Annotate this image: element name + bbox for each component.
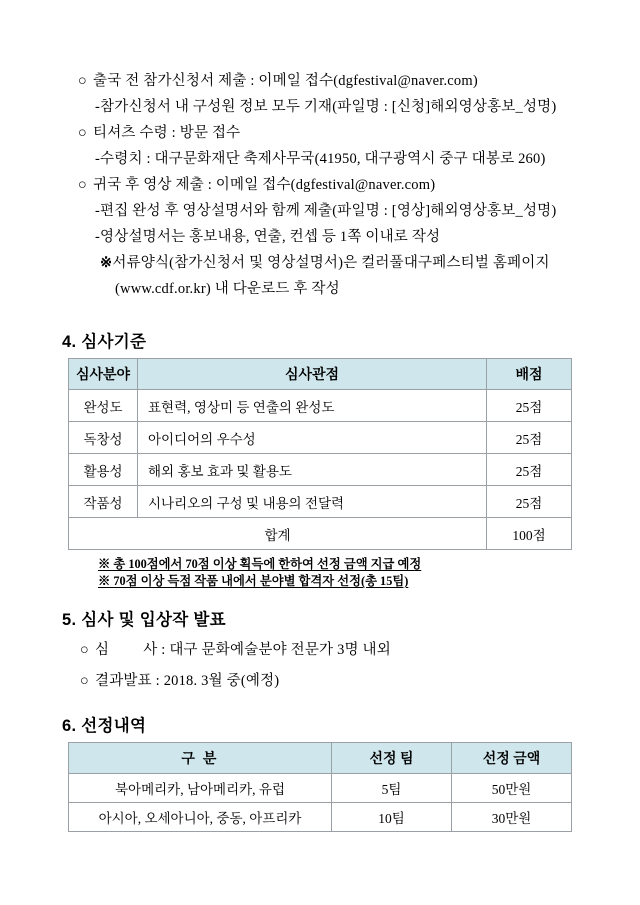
dash-marker: -	[95, 151, 101, 167]
cell-area: 활용성	[69, 454, 138, 486]
table-total-row	[69, 518, 572, 550]
reference-note-continued	[115, 276, 340, 302]
dash-marker: -	[95, 229, 101, 245]
reference-note-continued-text: (www.cdf.or.kr) 내 다운로드 후 작성	[115, 281, 340, 297]
list-item-text: 참가신청서 내 구성원 정보 모두 기재(파일명 : [신청]해외영상홍보_성명)	[100, 99, 557, 115]
judging-label: 심	[95, 642, 110, 658]
cell-area: 독창성	[69, 422, 138, 454]
reference-marker: ※	[100, 255, 113, 271]
cell-division: 아시아, 오세아니아, 중동, 아프리카	[69, 803, 332, 832]
column-header-teams: 선정 팀	[332, 743, 452, 774]
criteria-table	[68, 358, 572, 550]
table-row	[69, 774, 572, 803]
criteria-note-1: ※ 총 100점에서 70점 이상 획득에 한하여 선정 금액 지급 예정	[98, 557, 422, 571]
list-item	[80, 668, 279, 694]
dash-marker: -	[95, 203, 101, 219]
list-item	[95, 224, 440, 250]
table-row	[69, 486, 572, 518]
reference-note-text: 서류양식(참가신청서 및 영상설명서)은 컬러풀대구페스티벌 홈페이지	[112, 255, 550, 271]
column-header-score: 배점	[487, 359, 572, 390]
column-header-viewpoint: 심사관점	[138, 359, 487, 390]
judging-label-tail: 사	[143, 642, 158, 658]
cell-score: 25점	[487, 454, 572, 486]
bullet-marker: ○	[80, 673, 89, 689]
table-row	[69, 422, 572, 454]
cell-area: 작품성	[69, 486, 138, 518]
section-heading-5: 5. 심사 및 입상작 발표	[62, 611, 226, 629]
criteria-table-body	[69, 390, 572, 550]
result-announcement-label: 결과발표	[95, 673, 152, 689]
cell-viewpoint: 표현력, 영상미 등 연출의 완성도	[138, 390, 487, 422]
result-announcement-value: : 2018. 3월 중(예정)	[155, 673, 280, 689]
section-heading-6: 6. 선정내역	[62, 717, 147, 735]
table-header-row	[69, 743, 572, 774]
cell-viewpoint: 시나리오의 구성 및 내용의 전달력	[138, 486, 487, 518]
list-item-text: 편집 완성 후 영상설명서와 함께 제출(파일명 : [영상]해외영상홍보_성명)	[100, 203, 557, 219]
table-row	[69, 390, 572, 422]
bullet-marker: ○	[78, 73, 87, 89]
column-header-area: 심사분야	[69, 359, 138, 390]
section-heading-4: 4. 심사기준	[62, 333, 147, 351]
selection-table-body	[69, 774, 572, 832]
bullet-marker: ○	[78, 177, 87, 193]
list-item	[95, 146, 545, 172]
cell-amount: 50만원	[452, 774, 572, 803]
column-header-division: 구 분	[69, 743, 332, 774]
cell-score: 25점	[487, 422, 572, 454]
cell-total-value: 100점	[487, 518, 572, 550]
table-row	[69, 803, 572, 832]
list-item-text: 티셔츠 수령 : 방문 접수	[93, 125, 241, 141]
table-row	[69, 454, 572, 486]
selection-table-head	[69, 743, 572, 774]
list-item	[78, 120, 240, 146]
reference-note	[100, 250, 550, 276]
criteria-note-2: ※ 70점 이상 득점 작품 내에서 분야별 합격자 선정(총 15팀)	[98, 574, 409, 588]
bullet-marker: ○	[80, 642, 89, 658]
cell-score: 25점	[487, 390, 572, 422]
cell-amount: 30만원	[452, 803, 572, 832]
bullet-marker: ○	[78, 125, 87, 141]
judging-value: : 대구 문화예술분야 전문가 3명 내외	[161, 642, 391, 658]
cell-teams: 5팀	[332, 774, 452, 803]
dash-marker: -	[95, 99, 101, 115]
cell-total-label: 합계	[69, 518, 487, 550]
list-item-text: 영상설명서는 홍보내용, 연출, 컨셉 등 1쪽 이내로 작성	[100, 229, 441, 245]
list-item	[78, 68, 478, 94]
cell-teams: 10팀	[332, 803, 452, 832]
criteria-table-head	[69, 359, 572, 390]
list-item-text: 수령치 : 대구문화재단 축제사무국(41950, 대구광역시 중구 대봉로 260)	[100, 151, 546, 167]
selection-table	[68, 742, 572, 832]
list-item	[78, 172, 435, 198]
list-item-text: 귀국 후 영상 제출 : 이메일 접수(dgfestival@naver.com)	[93, 177, 436, 193]
list-item-text: 출국 전 참가신청서 제출 : 이메일 접수(dgfestival@naver.com)	[93, 73, 478, 89]
list-item	[95, 94, 556, 120]
cell-area: 완성도	[69, 390, 138, 422]
cell-score: 25점	[487, 486, 572, 518]
cell-viewpoint: 아이디어의 우수성	[138, 422, 487, 454]
cell-division: 북아메리카, 남아메리카, 유럽	[69, 774, 332, 803]
list-item	[80, 637, 391, 663]
list-item	[95, 198, 556, 224]
cell-viewpoint: 해외 홍보 효과 및 활용도	[138, 454, 487, 486]
column-header-amount: 선정 금액	[452, 743, 572, 774]
table-header-row	[69, 359, 572, 390]
